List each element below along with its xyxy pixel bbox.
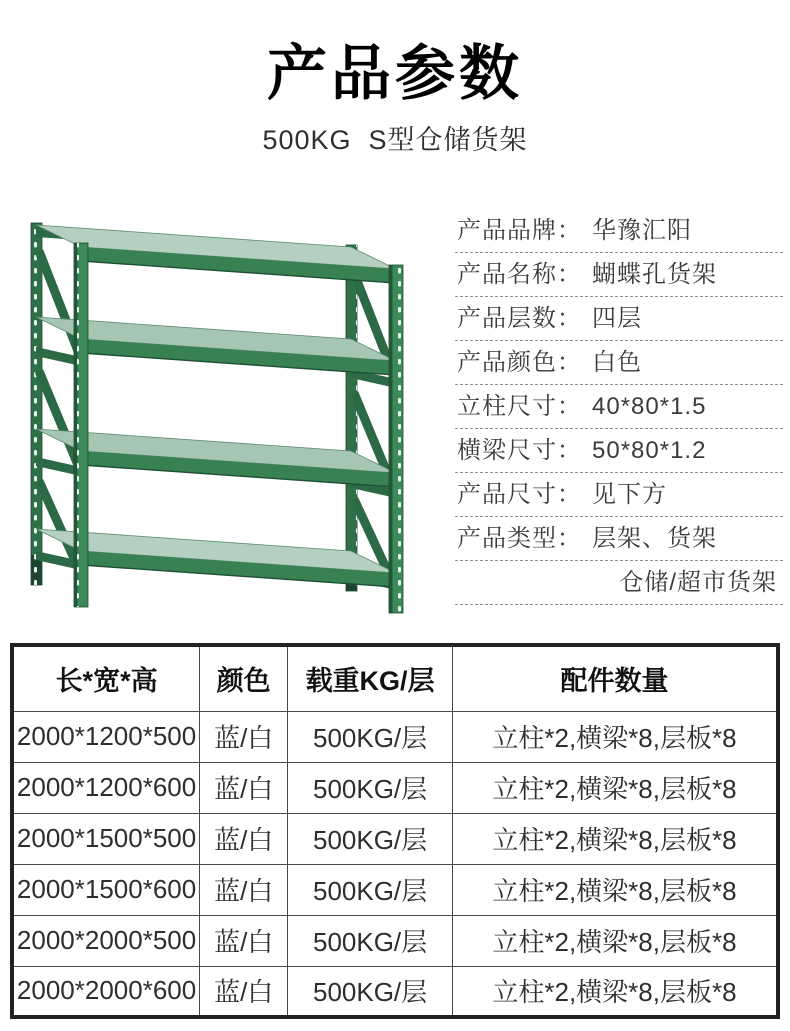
col-header-parts: 配件数量 bbox=[452, 645, 778, 711]
spec-label: 立柱尺寸： bbox=[457, 393, 582, 420]
spec-label: 产品颜色： bbox=[457, 349, 582, 376]
cell-parts: 立柱*2,横梁*8,层板*8 bbox=[452, 864, 778, 915]
cell-parts: 立柱*2,横梁*8,层板*8 bbox=[452, 915, 778, 966]
cell-dimensions: 2000*2000*500 bbox=[12, 915, 200, 966]
cell-color: 蓝/白 bbox=[200, 864, 288, 915]
spec-row-post-size bbox=[455, 385, 783, 429]
spec-row-layers bbox=[455, 297, 783, 341]
spec-value: 层架、货架 bbox=[592, 525, 717, 552]
cell-color: 蓝/白 bbox=[200, 762, 288, 813]
cell-parts: 立柱*2,横梁*8,层板*8 bbox=[452, 813, 778, 864]
spec-row-color bbox=[455, 341, 783, 385]
spec-list bbox=[455, 209, 783, 623]
spec-label: 产品名称： bbox=[457, 261, 582, 288]
cell-dimensions: 2000*2000*600 bbox=[12, 966, 200, 1017]
page-title: 产品参数 bbox=[267, 40, 523, 107]
table-header-row bbox=[12, 645, 778, 711]
spec-row-product-size bbox=[455, 473, 783, 517]
page-header bbox=[0, 0, 790, 157]
top-section bbox=[0, 199, 790, 623]
col-header-load: 载重KG/层 bbox=[288, 645, 453, 711]
cell-dimensions: 2000*1200*500 bbox=[12, 711, 200, 762]
cell-load: 500KG/层 bbox=[288, 915, 453, 966]
rack-illustration bbox=[15, 199, 447, 619]
spec-label: 产品层数： bbox=[457, 305, 582, 332]
cell-load: 500KG/层 bbox=[288, 711, 453, 762]
table-row bbox=[12, 864, 778, 915]
cell-dimensions: 2000*1500*500 bbox=[12, 813, 200, 864]
table-row bbox=[12, 915, 778, 966]
spec-value: 仓储/超市货架 bbox=[619, 569, 777, 596]
cell-parts: 立柱*2,横梁*8,层板*8 bbox=[452, 762, 778, 813]
cell-parts: 立柱*2,横梁*8,层板*8 bbox=[452, 711, 778, 762]
col-header-dimensions: 长*宽*高 bbox=[12, 645, 200, 711]
spec-value: 四层 bbox=[592, 305, 642, 332]
spec-value: 40*80*1.5 bbox=[592, 393, 707, 420]
spec-value: 华豫汇阳 bbox=[592, 217, 692, 244]
cell-load: 500KG/层 bbox=[288, 966, 453, 1017]
spec-row-brand bbox=[455, 209, 783, 253]
col-header-color: 颜色 bbox=[200, 645, 288, 711]
table-row bbox=[12, 966, 778, 1017]
spec-label: 产品尺寸： bbox=[457, 481, 582, 508]
cell-dimensions: 2000*1500*600 bbox=[12, 864, 200, 915]
spec-row-beam-size bbox=[455, 429, 783, 473]
cell-load: 500KG/层 bbox=[288, 864, 453, 915]
cell-dimensions: 2000*1200*600 bbox=[12, 762, 200, 813]
cell-load: 500KG/层 bbox=[288, 813, 453, 864]
cell-parts: 立柱*2,横梁*8,层板*8 bbox=[452, 966, 778, 1017]
cell-color: 蓝/白 bbox=[200, 966, 288, 1017]
spec-value: 50*80*1.2 bbox=[592, 437, 707, 464]
size-table bbox=[10, 643, 780, 1019]
cell-load: 500KG/层 bbox=[288, 762, 453, 813]
page-subtitle: 500KG S型仓储货架 bbox=[262, 125, 528, 155]
cell-color: 蓝/白 bbox=[200, 915, 288, 966]
spec-value: 见下方 bbox=[592, 481, 667, 508]
product-image bbox=[15, 199, 447, 619]
cell-color: 蓝/白 bbox=[200, 711, 288, 762]
cell-color: 蓝/白 bbox=[200, 813, 288, 864]
spec-label: 产品类型： bbox=[457, 525, 582, 552]
spec-row-type-cont bbox=[455, 561, 783, 605]
size-table-section bbox=[0, 643, 790, 1019]
spec-label: 横梁尺寸： bbox=[457, 437, 582, 464]
table-row bbox=[12, 711, 778, 762]
spec-value: 蝴蝶孔货架 bbox=[592, 261, 717, 288]
table-row bbox=[12, 762, 778, 813]
spec-row-name bbox=[455, 253, 783, 297]
spec-value: 白色 bbox=[592, 349, 642, 376]
spec-row-type bbox=[455, 517, 783, 561]
spec-label: 产品品牌： bbox=[457, 217, 582, 244]
table-row bbox=[12, 813, 778, 864]
